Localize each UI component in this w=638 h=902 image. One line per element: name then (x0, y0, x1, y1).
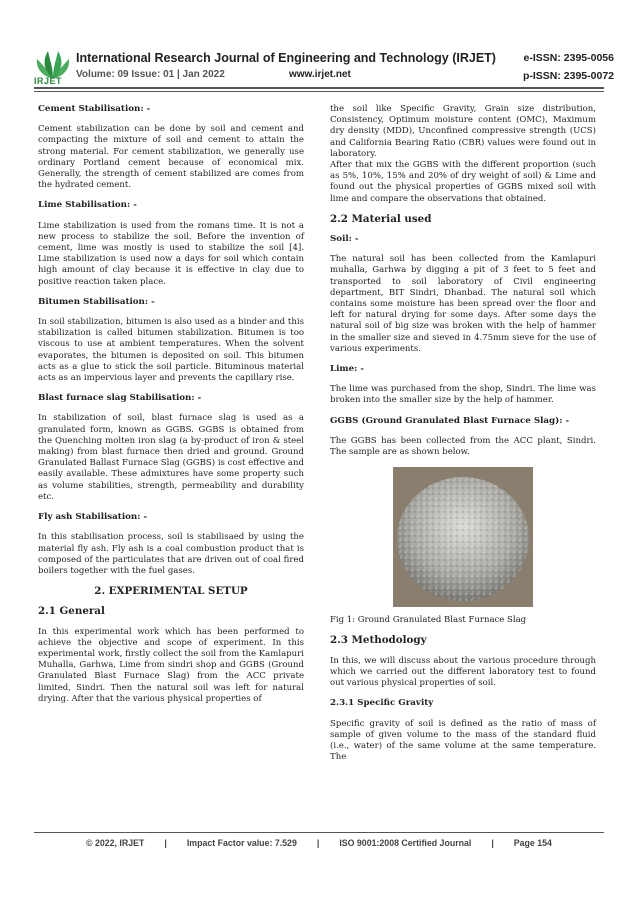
journal-title: International Research Journal of Engineering and Technology (IRJET) (76, 51, 496, 65)
ggbs-heading: GGBS (Ground Granulated Blast Furnace Slag): - (330, 415, 570, 426)
bitumen-heading: Bitumen Stabilisation: - (38, 296, 155, 307)
footer-separator: | (491, 838, 494, 848)
left-column (38, 104, 304, 714)
lime-text: Lime stabilization is used from the romans time. It is not a new process to stabilize the soil. Before the invention of cement, lime was mostly is used to stabilize the soil [4]. Lime stabilization is used now a days for soil which contain high amount of clay because it is effective in clay due to positive reaction taken place. (38, 220, 304, 287)
section-2-3-1-heading: 2.3.1 Specific Gravity (330, 698, 434, 709)
ggbs-photo (393, 467, 533, 607)
figure-caption: Fig 1: Ground Granulated Blast Furnace Slag (330, 615, 527, 626)
blast-furnace-heading: Blast furnace slag Stabilisation: - (38, 393, 202, 404)
continued-text: the soil like Specific Gravity, Grain size distribution, Consistency, Optimum moisture content (OMC), Maximum dry density (MDD), Unconfined compressive strength (UCS) and California Bearing Ratio (CBR) values were found out in laboratory. (330, 104, 596, 159)
volume-issue: Volume: 09 Issue: 01 | Jan 2022 (76, 69, 225, 80)
lime-material-text: The lime was purchased from the shop, Sindri. The lime was broken into the smaller size by the help of hammer. (330, 384, 596, 406)
footer-page-number: Page 154 (513, 838, 552, 848)
bitumen-text: In soil stabilization, bitumen is also used as a binder and this stabilization is called bitumen stabilization. Bitumen is too viscous to use at ambient temperatures. When the solvent evaporates, the bitumen is deposited on soil. This bitumen acts as a glue to stick the soil particle. Bituminous material acts as an impervious layer and prevents the capillary rise. (38, 317, 304, 384)
section-2-3-heading: 2.3 Methodology (330, 634, 427, 647)
section-2-heading: 2. EXPERIMENTAL SETUP (94, 585, 248, 598)
footer-rule (34, 832, 604, 833)
blast-furnace-text: In stabilization of soil, blast furnace slag is used as a granulated form, known as GGBS. GGBS is obtained from the Quenching molten iron slag (a by-product of iron & steel making) from blast furnace then dried and ground. Ground Granulated Ballast Furnace Slag (GGBS) is cost effective and easily available. These admixtures have some property such as volume stabilities, strength, permeability and durability etc. (38, 413, 304, 502)
cement-heading: Cement Stabilisation: - (38, 104, 151, 114)
pissn: p-ISSN: 2395-0072 (522, 70, 614, 82)
section-2-3-1-text: Specific gravity of soil is defined as the ratio of mass of sample of given volume to the mass of the standard fluid (i.e., water) of the same volume at the same temperature. The (330, 718, 596, 763)
soil-text: The natural soil has been collected from the Kamlapuri muhalla, Garhwa by digging a pit of 3 feet to 5 feet and transported to soil laboratory of Civil engineering department, BIT Sindri, Dhanbad. The natural soil which contains some moisture has been spread over the floor and left for natural drying for some days. After some days the natural soil of big size was broken with the help of hammer in the smaller size and sieved in 4.75mm sieve for the use of various experiments. (330, 254, 596, 354)
footer-separator: | (316, 838, 320, 848)
footer-separator: | (164, 838, 167, 848)
ggbs-photo-image (393, 467, 533, 607)
eissn: e-ISSN: 2395-0056 (523, 52, 614, 64)
header-rule-bottom (34, 91, 604, 92)
soil-heading: Soil: - (330, 234, 359, 245)
fly-ash-heading: Fly ash Stabilisation: - (38, 512, 148, 523)
section-2-1-text: In this experimental work which has been performed to achieve the objective and scope of experiment. In this experimental work, firstly collect the soil from the Kamlapuri Muhalla, Garhwa, Lime from sindri shop and GGBS (Ground Granulated Blast Furnace Slag) from the ACC private limited, Sindri. Then the natural soil was left for natural drying. After that the various physical properties of (38, 626, 304, 704)
lime-material-heading: Lime: - (330, 364, 364, 375)
fly-ash-text: In this stabilisation process, soil is stabilisaed by using the material fly ash. Fly ash is a coal combustion product that is composed of the particulates that are driven out of coal fired boilers together with the fuel gases. (38, 532, 304, 576)
lime-heading: Lime Stabilisation: - (38, 200, 137, 211)
section-2-1-heading: 2.1 General (38, 605, 105, 618)
header-rule-top (34, 87, 604, 89)
footer-copyright: © 2022, IRJET (86, 838, 145, 848)
footer-impact-factor: Impact Factor value: 7.529 (186, 838, 297, 848)
section-2-2-heading: 2.2 Material used (330, 212, 432, 225)
page-footer (34, 838, 604, 848)
website-link[interactable]: www.irjet.net (289, 69, 351, 80)
section-2-3-text: In this, we will discuss about the various procedure through which we carried out the different laboratory test to found out various physical properties of soil. (330, 655, 596, 689)
page-header (0, 0, 638, 100)
logo-text: IRJET (34, 76, 63, 86)
continued-text-2: After that mix the GGBS with the different proportion (such as 5%, 10%, 15% and 20% of dry weight of soil) & Lime and found out the physical properties of GGBS mixed soil with lime and compare the observations that obtained. (330, 160, 596, 204)
cement-text: Cement stabilization can be done by soil and cement and compacting the mixture of soil and cement to attain the strong material. For cement stabilization, we generally use ordinary Portland cement because of economical mix. Generally, the strength of cement stabilized are comes from the hydrated cement. (38, 124, 304, 191)
ggbs-text: The GGBS has been collected from the ACC plant, Sindri. The sample are as shown below. (330, 435, 596, 458)
right-column (330, 104, 596, 772)
footer-iso: ISO 9001:2008 Certified Journal (339, 838, 472, 848)
